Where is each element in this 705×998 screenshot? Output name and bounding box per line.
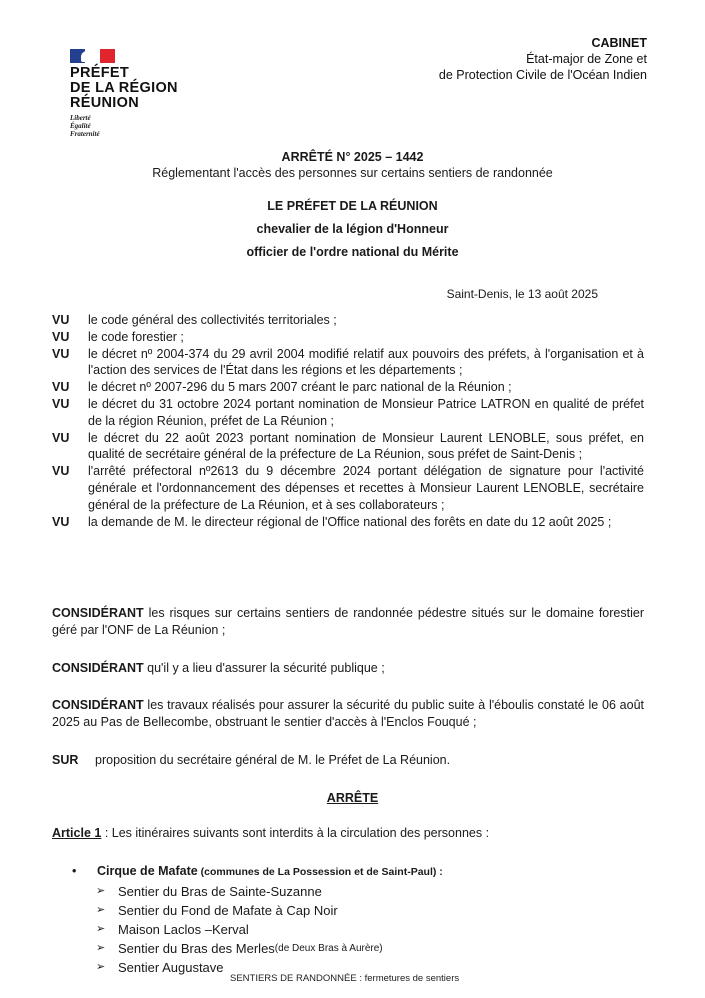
trail-item: ➢ Sentier du Bras des Merles (de Deux Bras à Aurère) <box>96 941 383 956</box>
visa-item: VU le décret nº 2004-374 du 29 avril 2004 modifié relatif aux pouvoirs des préfets, à l'organisation et à l'action des services de l'État dans les régions et les départements ; <box>52 346 644 378</box>
visa-item: VU la demande de M. le directeur régional de l'Office national des forêts en date du 12 août 2025 ; <box>52 514 612 529</box>
logo-title: PRÉFET DE LA RÉGION RÉUNION <box>70 65 178 111</box>
honor-line-1: chevalier de la légion d'Honneur <box>256 222 449 236</box>
arrow-bullet-icon: ➢ <box>96 885 106 897</box>
considerant-item: CONSIDÉRANT qu'il y a lieu d'assurer la sécurité publique ; <box>52 661 385 675</box>
considerant-item: CONSIDÉRANT les travaux réalisés pour assurer la sécurité du public suite à l'éboulis constaté le 06 août 2025 au Pas de Bellecombe, obstruant le sentier d'accès à l'Enclos Fouqué ; <box>52 698 644 729</box>
visas-list <box>52 312 644 530</box>
page-footer: SENTIERS DE RANDONNÉE : fermetures de sentiers <box>230 973 460 984</box>
article-1: Article 1 : Les itinéraires suivants sont interdits à la circulation des personnes : <box>52 826 490 840</box>
arrete-heading: ARRÊTE <box>326 791 379 805</box>
arrow-bullet-icon: ➢ <box>96 961 106 973</box>
prefet-title: LE PRÉFET DE LA RÉUNION <box>267 199 438 213</box>
arrete-number: ARRÊTÉ N° 2025 – 1442 <box>281 150 424 164</box>
trail-item: ➢ Sentier du Fond de Mafate à Cap Noir <box>96 903 338 918</box>
article-label: Article 1 <box>52 826 102 840</box>
issuing-service <box>439 35 647 83</box>
bullet-icon: • <box>72 864 77 878</box>
honor-line-2: officier de l'ordre national du Mérite <box>246 245 459 259</box>
republic-motto: Liberté Égalité Fraternité <box>70 114 100 138</box>
marianne-flag-icon <box>70 49 115 63</box>
trail-item: ➢ Sentier du Bras de Sainte-Suzanne <box>96 884 322 899</box>
zone-item: • Cirque de Mafate (communes de La Possession et de Saint-Paul) : <box>72 862 443 882</box>
document-date: Saint-Denis, le 13 août 2025 <box>446 287 598 301</box>
visa-item: VU l'arrêté préfectoral nº2613 du 9 décembre 2024 portant délégation de signature pour l'activité générale et l'ordonnancement des dépenses et recettes à Monsieur Laurent LENOBLE, secrétaire général de la préfecture de La Réunion, et à ses collaborateurs ; <box>52 464 644 512</box>
arrow-bullet-icon: ➢ <box>96 904 106 916</box>
visa-item: VU le décret nº 2007-296 du 5 mars 2007 créant le parc national de la Réunion ; <box>52 380 512 395</box>
cabinet-label: CABINET <box>591 36 647 50</box>
trail-item: ➢ Maison Laclos –Kerval <box>96 922 249 937</box>
sur-proposition: SUR proposition du secrétaire général de M. le Préfet de La Réunion. <box>52 753 451 767</box>
visa-item: VU le décret du 31 octobre 2024 portant nomination de Monsieur Patrice LATRON en qualité de préfet de la région Réunion, préfet de La Réunion ; <box>52 396 644 428</box>
considerant-item: CONSIDÉRANT les risques sur certains sentiers de randonnée pédestre situés sur le domaine forestier géré par l'ONF de La Réunion ; <box>52 606 644 637</box>
visa-item: VU le décret du 22 août 2023 portant nomination de Monsieur Laurent LENOBLE, sous préfet, en qualité de secrétaire général de la préfecture de La Réunion, sous préfet de Saint-Denis ; <box>52 430 644 462</box>
service-line-1: État-major de Zone et <box>526 52 647 66</box>
visa-item: VU le code forestier ; <box>52 329 184 344</box>
trail-item: ➢ Sentier Augustave <box>96 960 224 975</box>
closed-trails-list <box>72 862 443 977</box>
arrete-subject: Réglementant l'accès des personnes sur certains sentiers de randonnée <box>152 166 553 180</box>
arrow-bullet-icon: ➢ <box>96 923 106 935</box>
visa-item: VU le code général des collectivités territoriales ; <box>52 313 337 327</box>
service-line-2: de Protection Civile de l'Océan Indien <box>438 68 647 82</box>
arrow-bullet-icon: ➢ <box>96 942 106 954</box>
